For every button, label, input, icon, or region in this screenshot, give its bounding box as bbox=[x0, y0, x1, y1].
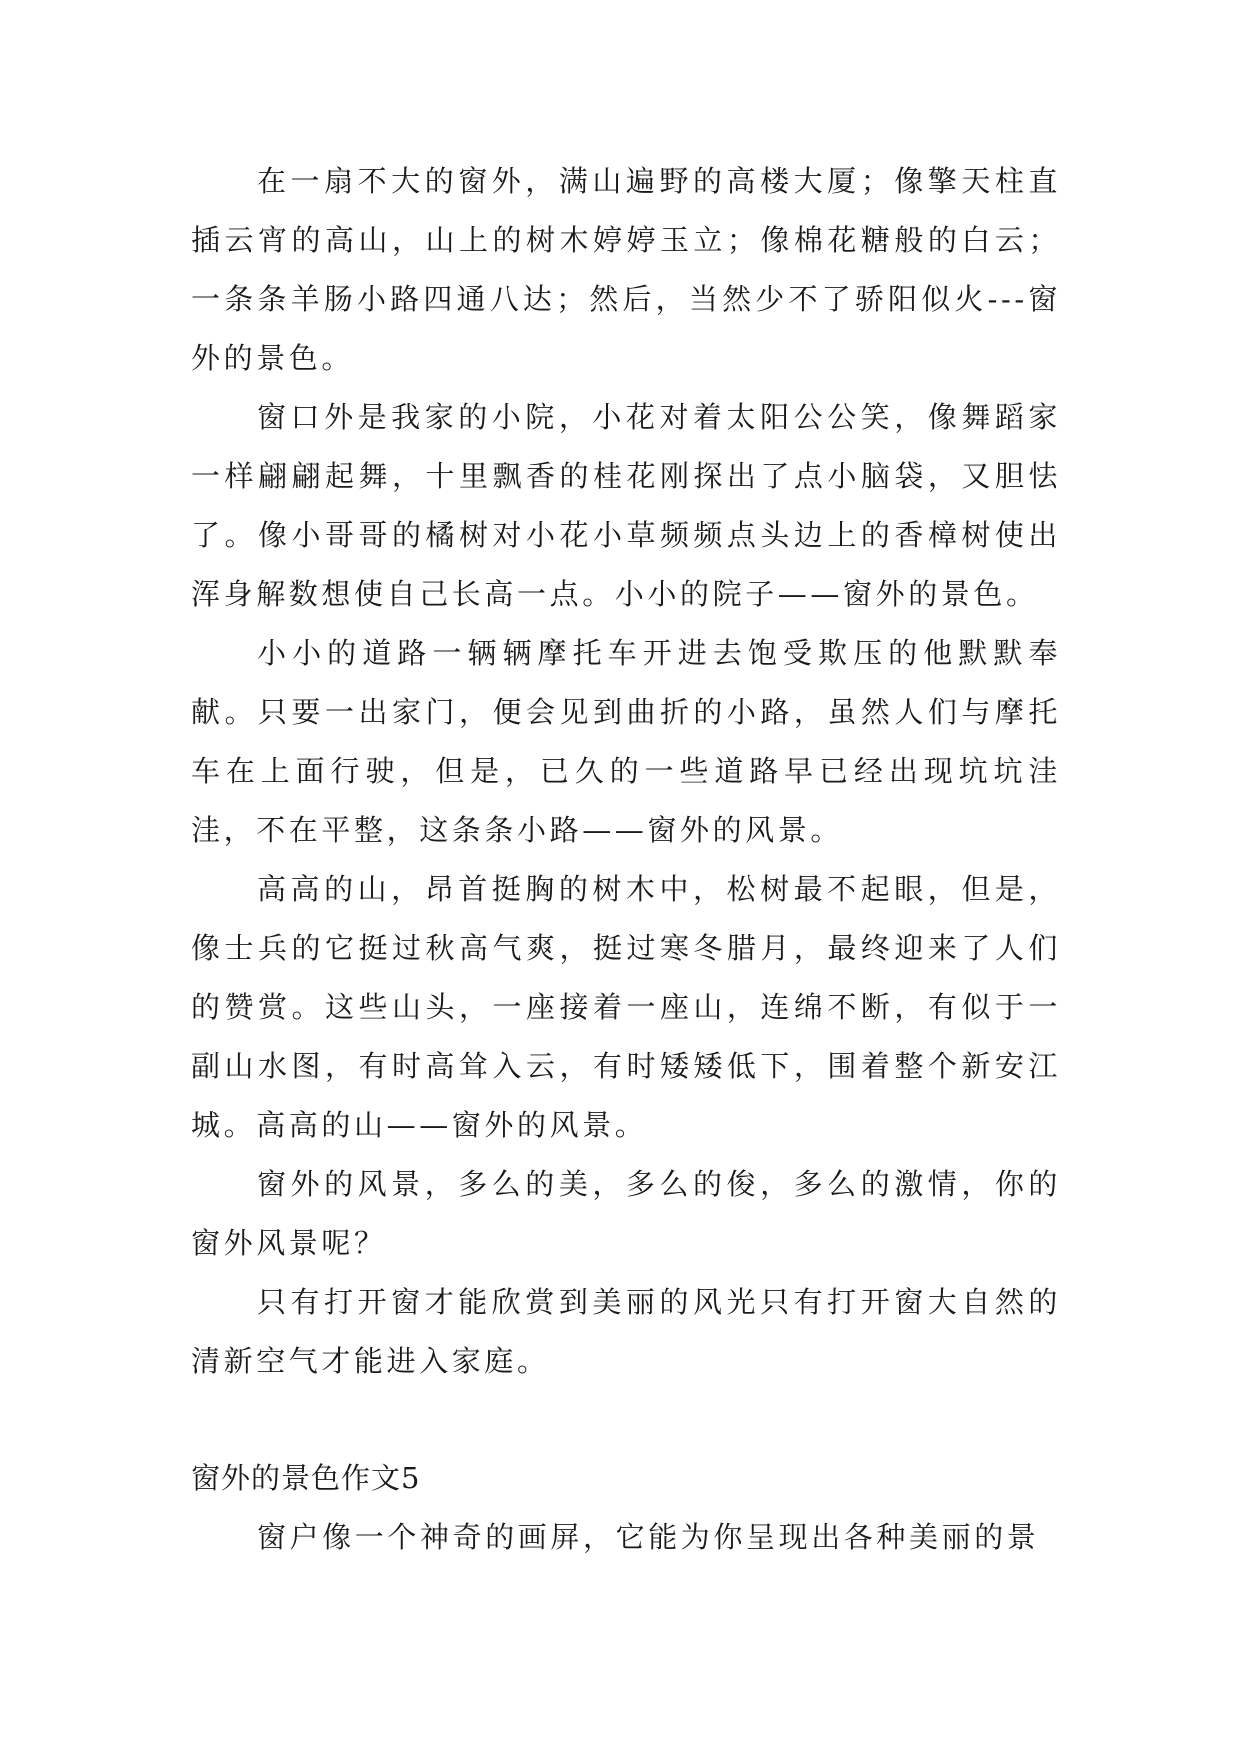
paragraph-4: 高高的山，昂首挺胸的树木中，松树最不起眼，但是，像士兵的它挺过秋高气爽，挺过寒冬腊月，最终迎来了人们的赞赏。这些山头，一座接着一座山，连绵不断，有似于一副山水图，有时高耸入云，有时矮矮低下，围着整个新安江城。高高的山——窗外的风景。 bbox=[191, 872, 1061, 1142]
paragraph-1: 在一扇不大的窗外，满山遍野的高楼大厦；像擎天柱直插云宵的高山，山上的树木婷婷玉立；像棉花糖般的白云；一条条羊肠小路四通八达；然后，当然少不了骄阳似火---窗外的景色。 bbox=[191, 164, 1061, 375]
section-spacer bbox=[191, 1391, 1061, 1449]
document-page bbox=[191, 152, 1061, 1567]
section-paragraph-1: 窗户像一个神奇的画屏，它能为你呈现出各种美丽的景 bbox=[257, 1520, 1040, 1554]
paragraph-6: 只有打开窗才能欣赏到美丽的风光只有打开窗大自然的清新空气才能进入家庭。 bbox=[191, 1285, 1061, 1378]
paragraph-2: 窗口外是我家的小院，小花对着太阳公公笑，像舞蹈家一样翩翩起舞，十里飘香的桂花刚探出了点小脑袋，又胆怯了。像小哥哥的橘树对小花小草频频点头边上的香樟树使出浑身解数想使自己长高一点。小小的院子——窗外的景色。 bbox=[191, 400, 1061, 611]
paragraph-5: 窗外的风景，多么的美，多么的俊，多么的激情，你的窗外风景呢？ bbox=[191, 1167, 1061, 1260]
section-title: 窗外的景色作文5 bbox=[191, 1461, 421, 1495]
paragraph-3: 小小的道路一辆辆摩托车开进去饱受欺压的他默默奉献。只要一出家门，便会见到曲折的小路，虽然人们与摩托车在上面行驶，但是，已久的一些道路早已经出现坑坑洼洼，不在平整，这条条小路——窗外的风景。 bbox=[191, 636, 1061, 847]
